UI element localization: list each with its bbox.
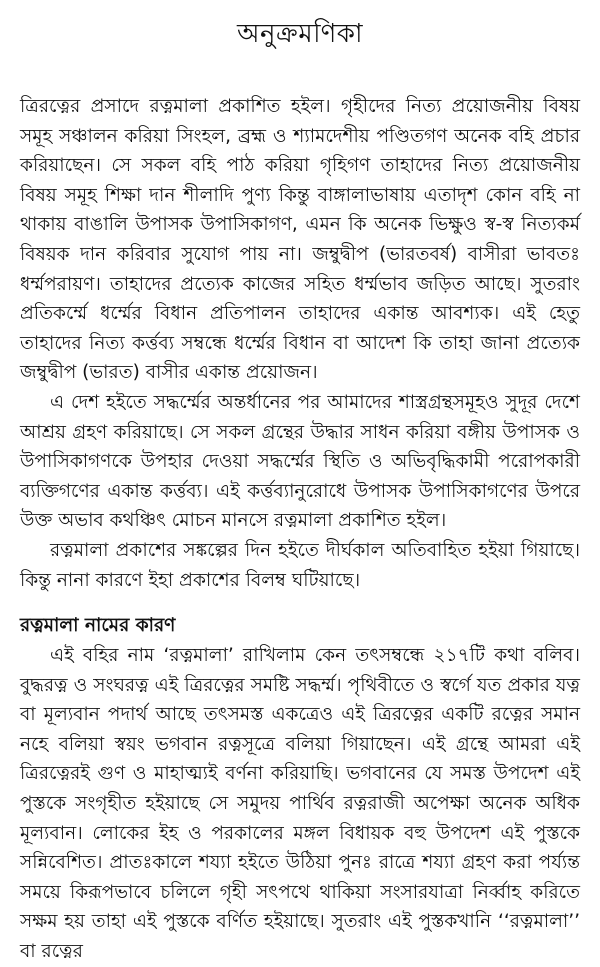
paragraph-1: ত্রিরত্নের প্রসাদে রত্নমালা প্রকাশিত হইল। গৃহীদের নিত্য প্রয়োজনীয় বিষয় সমূহ সঞ্চালন করিয়া সিংহল, ব্রহ্ম ও শ্যামদেশীয় পণ্ডিতগণ অনেক বহি প্রচার করিয়াছেন। সে সকল বহি পাঠ করিয়া গৃহিগণ তাহাদের নিত্য প্রয়োজনীয় বিষয় সমূহ শিক্ষা দান শীলাদি পুণ্য কিন্তু বাঙ্গালাভাষায় এতাদৃশ কোন বহি না থাকায় বাঙালি উপাসক উপাসিকাগণ, এমন কি অনেক ভিক্ষুও স্ব-স্ব নিত্যকর্ম বিষয়ক দান করিবার সুযোগ পায় না। জম্বুদ্বীপ (ভারতবর্ষ) বাসীরা ভাবতঃ ধর্ম্মপরায়ণ। তাহাদের প্রত্যেক কাজের সহিত ধর্ম্মভাব জড়িত আছে। সুতরাং প্রতিকর্ম্মে ধর্ম্মের বিধান প্রতিপালন তাহাদের একান্ত আবশ্যক। এই হেতু তাহাদের নিত্য কর্ত্তব্য সম্বন্ধে ধর্ম্মের বিধান বা আদেশ কি তাহা জানা প্রত্যেক জম্বুদ্বীপ (ভারত) বাসীর একান্ত প্রয়োজন।	[20, 96, 580, 384]
paragraph-3: রত্নমালা প্রকাশের সঙ্কল্পের দিন হইতে দীর্ঘকাল অতিবাহিত হইয়া গিয়াছে। কিন্তু নানা কারণে ইহা প্রকাশের বিলম্ব ঘটিয়াছে।	[20, 539, 580, 591]
paragraph-2: এ দেশ হইতে সদ্ধর্ম্মের অন্তর্ধানের পর আমাদের শাস্ত্রগ্রন্থসমূহও সুদূর দেশে আশ্রয় গ্রহণ করিয়াছে। সে সকল গ্রন্থের উদ্ধার সাধন করিয়া বঙ্গীয় উপাসক ও উপাসিকাগণকে উপহার দেওয়া সদ্ধর্ম্মের স্থিতি ও অভিবৃদ্ধিকামী পরোপকারী ব্যক্তিগণের একান্ত কর্ত্তব্য। এই কর্ত্তব্যানুরোধে উপাসক উপাসিকাগণের উপরে উক্ত অভাব কথঞ্চিৎ মোচন মানসে রত্নমালা প্রকাশিত হইল।	[20, 391, 580, 532]
page-title: অনুক্রমণিকা	[236, 19, 364, 49]
section-heading: রত্নমালা নামের কারণ	[20, 615, 176, 637]
book-page	[20, 0, 580, 967]
section-paragraph: এই বহির নাম ‘রত্নমালা’ রাখিলাম কেন তৎসম্বন্ধে ২১৭টি কথা বলিব। বুদ্ধরত্ন ও সংঘরত্ন এই ত্রিরত্নের সমষ্টি সদ্ধর্ম্ম। পৃথিবীতে ও স্বর্গে যত প্রকার যত্ন বা মূল্যবান পদার্থ আছে তৎসমস্ত একত্রেও এই ত্রিরত্নের একটি রত্নের সমান নহে বলিয়া স্বয়ং ভগবান রত্নসূত্রে বলিয়া গিয়াছেন। এই গ্রন্থে আমরা এই ত্রিরত্নেরই গুণ ও মাহাত্ম্যই বর্ণনা করিয়াছি। ভগবানের যে সমস্ত উপদেশ এই পুস্তকে সংগৃহীত হইয়াছে সে সমুদয় পার্থিব রত্নরাজী অপেক্ষা অনেক অধিক মূল্যবান। লোকের ইহ ও পরকালের মঙ্গল বিধায়ক বহু উপদেশ এই পুস্তকে সন্নিবেশিত। প্রাতঃকালে শয্যা হইতে উঠিয়া পুনঃ রাত্রে শয্যা গ্রহণ করা পর্য্যন্ত সময়ে কিরূপভাবে চলিলে গৃহী সৎপথে থাকিয়া সংসারযাত্রা নির্ব্বাহ করিতে সক্ষম হয় তাহা এই পুস্তকে বর্ণিত হইয়াছে। সুতরাং এই পুস্তকখানি ‘‘রত্নমালা’’ বা রত্নের	[20, 645, 580, 963]
